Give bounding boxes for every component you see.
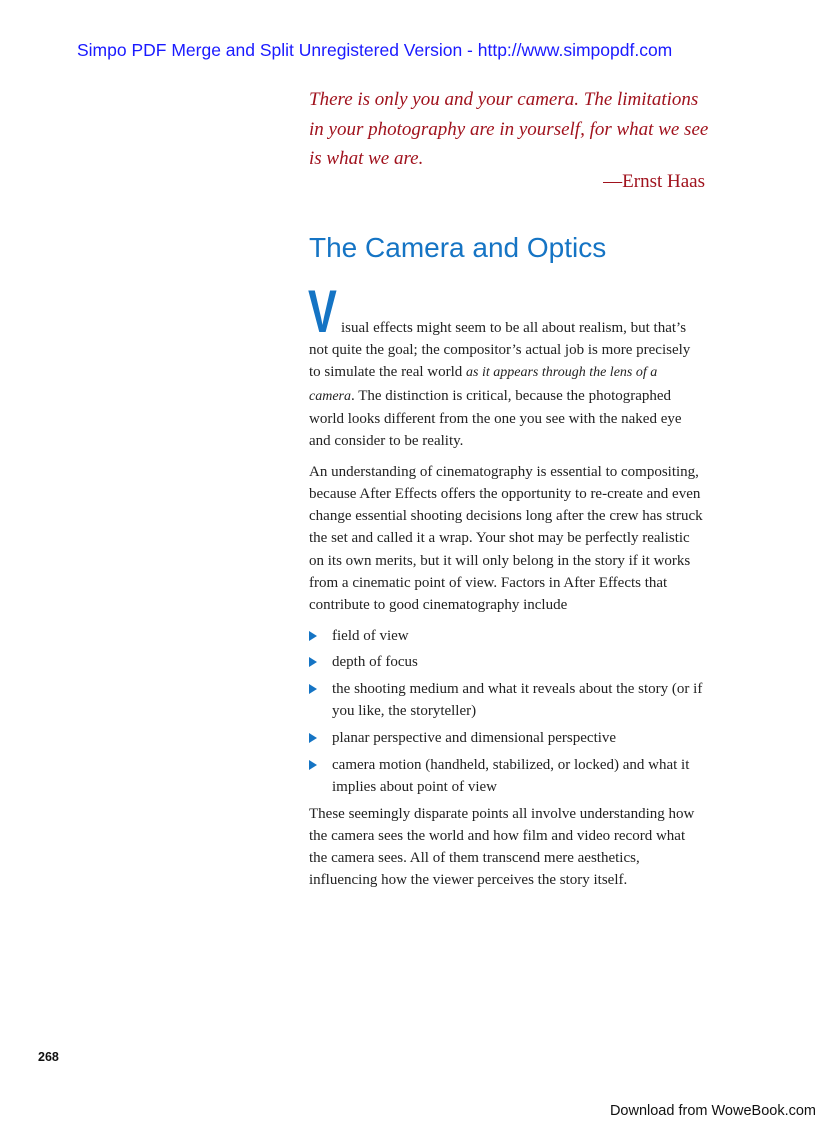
chapter-title: The Camera and Optics: [309, 232, 607, 263]
watermark-header: Simpo PDF Merge and Split Unregistered Version - http://www.simpopdf.com: [77, 40, 673, 60]
intro-text-start: isual effects might seem to be all about realism, but that’s not quite the goal; the compositor’s actual job is more precisely to simulate the real world: [309, 320, 691, 381]
body-text: [308, 278, 704, 900]
drop-cap-spacer: [309, 283, 704, 317]
list-item: [309, 625, 704, 647]
paragraph-cinematography: An understanding of cinematography is essential to compositing, because After Effects offers the opportunity to re-create and even change essential shooting decisions long after the crew has struck the set and called it a wrap. Your shot may be perfectly realistic on its own merits, but it will only belong in the story if it works from a cinematic point of view. Factors in After Effects that contribute to good cinematography include: [309, 463, 703, 613]
list-item: [309, 727, 704, 749]
epigraph-attribution: —Ernst Haas: [603, 171, 705, 192]
list-item-text: field of view: [332, 627, 409, 644]
watermark-footer: Download from WoweBook.com: [609, 1103, 816, 1119]
page-number: 268: [38, 1050, 59, 1064]
triangle-bullet-icon: [309, 684, 317, 694]
list-item-text: planar perspective and dimensional perspective: [332, 729, 617, 746]
list-item: [309, 678, 704, 722]
intro-italic-phrase: as it appears through the lens of a camera: [309, 365, 658, 404]
list-item-text: depth of focus: [332, 654, 418, 671]
list-item-text: camera motion (handheld, stabilized, or locked) and what it implies about point of view: [332, 756, 690, 795]
list-item-text: the shooting medium and what it reveals about the story (or if you like, the storyteller): [332, 681, 703, 720]
triangle-bullet-icon: [309, 760, 317, 770]
intro-text-end: . The distinction is critical, because the photographed world looks different from the one you see with the naked eye and consider to be reality.: [309, 387, 682, 450]
intro-paragraph: [308, 278, 704, 452]
paragraph-conclusion: These seemingly disparate points all involve understanding how the camera sees the world and how film and video record what the camera sees. All of them transcend mere aesthetics, influencing how the viewer perceives the story itself.: [309, 805, 695, 889]
triangle-bullet-icon: [309, 631, 317, 641]
factors-list: [309, 625, 704, 798]
epigraph-quote: There is only you and your camera. The limitations in your photography are in yourself, for what we see is what we are.: [309, 89, 709, 169]
list-item: [309, 651, 704, 673]
triangle-bullet-icon: [309, 733, 317, 743]
list-item: [309, 754, 704, 798]
triangle-bullet-icon: [309, 657, 317, 667]
drop-cap: V: [308, 278, 337, 345]
